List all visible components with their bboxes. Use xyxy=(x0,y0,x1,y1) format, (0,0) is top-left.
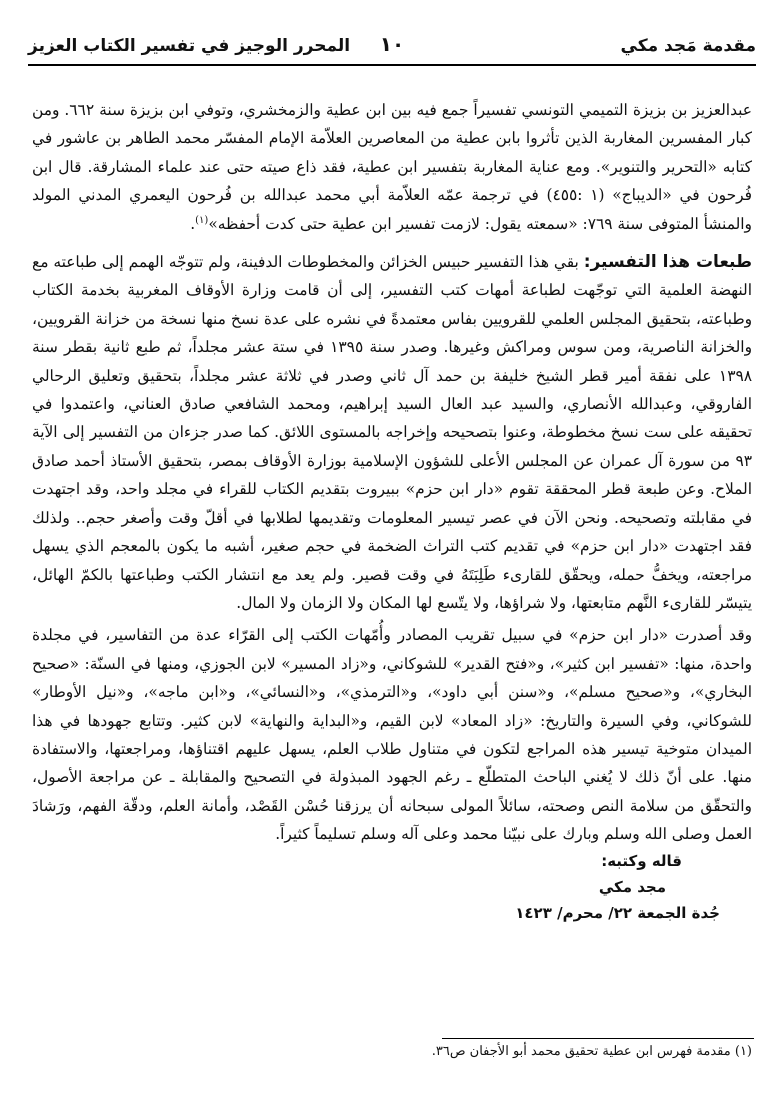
paragraph-1-text: عبدالعزيز بن بزيزة التميمي التونسي تفسيراً جمع فيه بين ابن عطية والزمخشري، وتوفي ابن بزيزة سنة ٦٦٢. ومن كبار المفسرين المغاربة الذين تأثروا بابن عطية من المعاصرين العلاّمة الإمام المفسّر محمد الطاهر بن عاشور في كتابه «التحرير والتنوير». ومع عناية المغاربة بتفسير ابن عطية، فقد ذاع صيته حتى عند علماء المشارقة. قال ابن فُرحون في «الديباج» (١ :٤٥٥) في ترجمة عمّه العلاّمة أبي محمد عبدالله بن فُرحون اليعمري المدني المولد والمنشأ المتوفى سنة ٧٦٩: «سمعته يقول: لازمت تفسير ابن عطية حتى كدت أحفظه» xyxy=(32,101,752,233)
signature-name: مجد مكي xyxy=(598,878,666,896)
main-text xyxy=(32,96,752,849)
paragraph-2-text: بقي هذا التفسير حبيس الخزائن والمخطوطات الدفينة، ولم تتوجّه الهمم إلى طباعته مع النهضة العلمية التي توجّهت لطباعة أمهات كتب التفسير، إلى أن قامت وزارة الأوقاف المغربية بخدمة الكتاب وطباعته، بتحقيق المجلس العلمي للقرويين بفاس معتمدةً في نشره على عدة نسخ منها نسخة من خزانة القرويين، والخزانة الناصرية، ومن سوس ومراكش وغيرها. وصدر سنة ١٣٩٥ في ستة عشر مجلداً، ثم طبع ثانية بقطر سنة ١٣٩٨ على نفقة أمير قطر الشيخ خليفة بن حمد آل ثاني وصدر في ثلاثة عشر مجلداً، بتحقيق وتعليق الرحالي الفاروقي، وعبدالله الأنصاري، والسيد عبد العال السيد إبراهيم، ومحمد الشافعي صادق العناني، واعتمدوا في تحقيقه على ست نسخ مخطوطة، وعنوا بتصحيحه وإخراجه بالمستوى اللائق. كما صدر جزءان من التفسير إلى الآية ٩٣ من سورة آل عمران عن المجلس الأعلى للشؤون الإسلامية بوزارة الأوقاف بمصر، بتحقيق الأستاذ أحمد صادق الملاح. وعن طبعة قطر المحققة تقوم «دار ابن حزم» ببيروت بتقديم الكتاب للقراء في مجلد واحد، وقد اجتهدت في مقابلته وتصحيحه. ونحن الآن في عصر تيسير المعلومات وتقديمها لطلابها في أقلّ وقت وأصغر حجم.. ولذلك فقد اجتهدت «دار ابن حزم» في تقديم كتب التراث الضخمة في حجم صغير، أشبه ما يكون بالمعجم الذي يسهل مراجعته، ويخفُّ حمله، ويحقّق للقارىء طَلِبَتَهُ في وقت قصير. ولم يعد مع انتشار الكتب وطباعتها بالكمّ الهائل، يتيسّر للقارىء النَّهم متابعتها، ولا شراؤها، ولا يتّسع لها المكان ولا الزمان ولا المال. xyxy=(32,253,753,612)
paragraph-1 xyxy=(32,96,752,238)
running-header xyxy=(28,30,756,64)
footnote-rule xyxy=(442,1038,754,1039)
signature-date: جُدة الجمعة ٢٢/ محرم/ ١٤٢٣ xyxy=(515,904,720,922)
paragraph-1-end: . xyxy=(190,214,196,233)
footnote: (١) مقدمة فهرس ابن عطية تحقيق محمد أبو الأجفان ص٣٦. xyxy=(431,1044,752,1059)
signature-block xyxy=(515,848,720,926)
page-number: ١٠ xyxy=(379,32,405,56)
footnote-ref[interactable]: (١) xyxy=(195,214,209,226)
paragraph-3: وقد أصدرت «دار ابن حزم» في سبيل تقريب المصادر وأُمّهات الكتب إلى القرّاء عدة من التفاسير، في مجلدة واحدة، منها: «تفسير ابن كثير»، و«فتح القدير» للشوكاني، و«زاد المسير» لابن الجوزي، ومنها في السنّة: «صحيح البخاري»، و«صحيح مسلم»، و«سنن أبي داود»، و«الترمذي»، و«النسائي»، و«ابن ماجه»، و«نيل الأوطار» للشوكاني، وفي السيرة والتاريخ: «زاد المعاد» لابن القيم، و«البداية والنهاية» لابن كثير. وتتابع جهودها في هذا الميدان متوخية تيسير هذه المراجع لتكون في متناول طلاب العلم، يسهل عليهم اقتناؤها، ومراجعتها، والاستفادة منها. على أنّ ذلك لا يُغني الباحث المتطلّع ـ رغم الجهود المبذولة في التصحيح والمقابلة ـ عن مراجعة الأصول، والتحقّق من سلامة النص وصحته، سائلاً المولى سبحانه أن يرزقنا حُسْن القَصْد، وأمانة العلم، ودقّة الفهم، ورَشادَ العمل وصلى الله وسلم وبارك على نبيّنا محمد وعلى آله وسلم تسليماً كثيراً. xyxy=(32,626,752,844)
header-rule xyxy=(28,64,756,66)
section-heading: طبعات هذا التفسير: xyxy=(583,252,752,273)
book-title: المحرر الوجيز في تفسير الكتاب العزيز xyxy=(28,36,351,56)
paragraph-2 xyxy=(32,248,752,617)
section-title: مقدمة مَجد مكي xyxy=(620,36,756,56)
signature-intro: قاله وكتبه: xyxy=(601,852,682,870)
